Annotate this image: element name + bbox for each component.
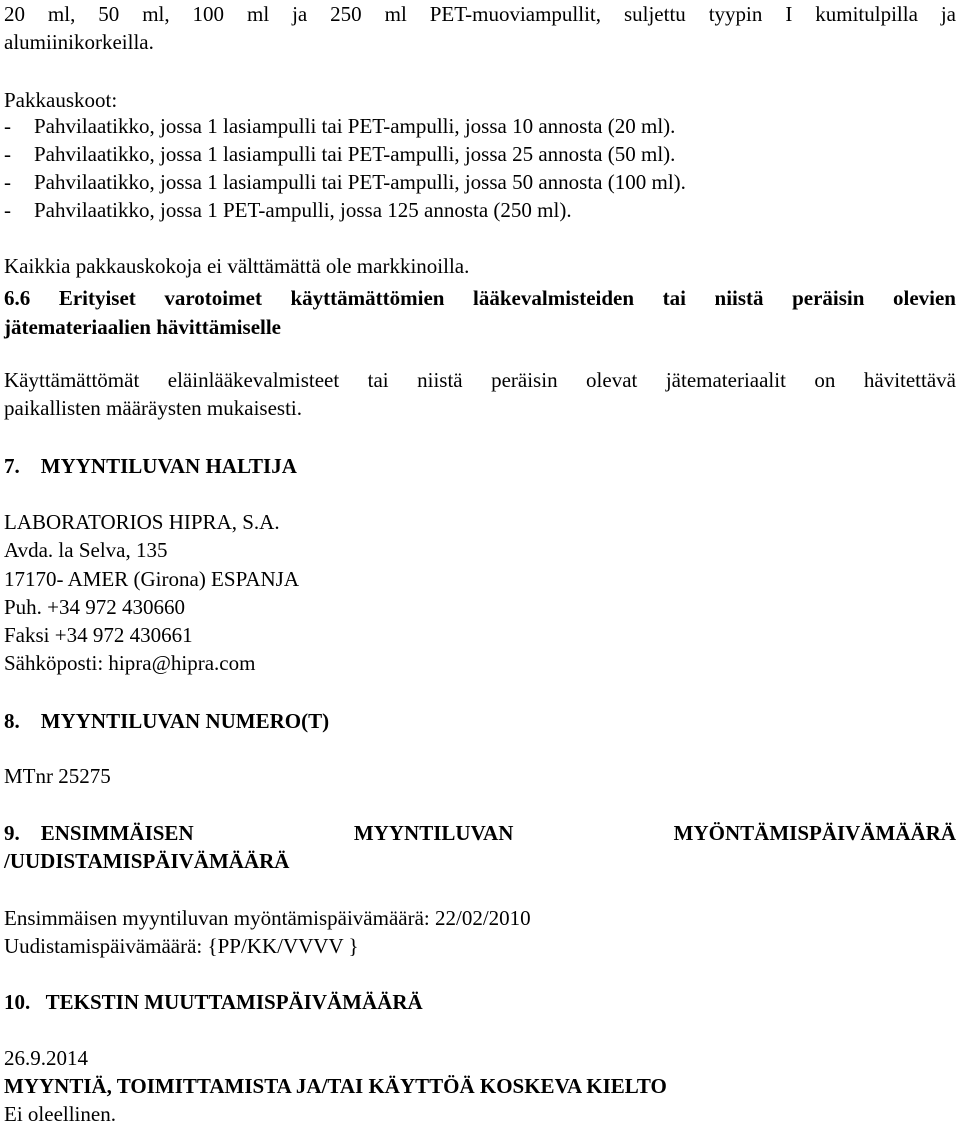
pack-size-item <box>4 168 686 196</box>
section-10-heading: 10. TEKSTIN MUUTTAMISPÄIVÄMÄÄRÄ <box>4 990 423 1014</box>
pack-size-item <box>4 112 675 140</box>
section-7-heading: 7. MYYNTILUVAN HALTIJA <box>4 454 297 478</box>
renewal-date: Uudistamispäivämäärä: {PP/KK/VVVV } <box>4 934 359 958</box>
disposal-text-line1: Käyttämättömät eläinlääkevalmisteet tai niistä peräisin olevat jätemateriaalit on hävitettävä <box>4 368 956 392</box>
pack-size-text: Pahvilaatikko, jossa 1 lasiampulli tai PET-ampulli, jossa 50 annosta (100 ml). <box>34 170 686 194</box>
revision-date: 26.9.2014 <box>4 1046 88 1070</box>
dash-mark: - <box>4 114 11 138</box>
section-6-6-heading-line2: jätemateriaalien hävittämiselle <box>4 315 281 339</box>
section-9-heading-line2: /UUDISTAMISPÄIVÄMÄÄRÄ <box>4 849 290 873</box>
pack-size-text: Pahvilaatikko, jossa 1 lasiampulli tai PET-ampulli, jossa 25 annosta (50 ml). <box>34 142 676 166</box>
prohibition-heading: MYYNTIÄ, TOIMITTAMISTA JA/TAI KÄYTTÖÄ KOSKEVA KIELTO <box>4 1074 667 1098</box>
first-authorisation-date: Ensimmäisen myyntiluvan myöntämispäivämäärä: 22/02/2010 <box>4 906 531 930</box>
section-9-heading-part: MYYNTILUVAN <box>353 821 514 845</box>
section-9-heading <box>4 819 956 847</box>
market-note: Kaikkia pakkauskokoja ei välttämättä ole markkinoilla. <box>4 254 470 278</box>
holder-email: Sähköposti: hipra@hipra.com <box>4 651 256 675</box>
holder-address: Avda. la Selva, 135 <box>4 538 168 562</box>
section-9-heading-part: MYÖNTÄMISPÄIVÄMÄÄRÄ <box>673 821 956 845</box>
section-8-heading: 8. MYYNTILUVAN NUMERO(T) <box>4 709 330 733</box>
section-9-heading-part: 9. ENSIMMÄISEN <box>4 821 194 845</box>
holder-city: 17170- AMER (Girona) ESPANJA <box>4 567 299 591</box>
dash-mark: - <box>4 170 11 194</box>
pack-sizes-heading: Pakkauskoot: <box>4 88 118 112</box>
dash-mark: - <box>4 142 11 166</box>
dash-mark: - <box>4 198 11 222</box>
packaging-line-1 <box>4 0 956 28</box>
pack-size-text: Pahvilaatikko, jossa 1 PET-ampulli, jossa 125 annosta (250 ml). <box>34 198 572 222</box>
section-6-6-heading-line1: 6.6 Erityiset varotoimet käyttämättömien lääkevalmisteiden tai niistä peräisin olevien <box>4 286 956 310</box>
packaging-line-2: alumiinikorkeilla. <box>4 30 154 54</box>
disposal-text-line2: paikallisten määräysten mukaisesti. <box>4 396 302 420</box>
pet-ampoule-text: 20 ml, 50 ml, 100 ml ja 250 ml PET-muoviampullit, suljettu tyypin I kumitulpilla ja <box>4 2 956 26</box>
holder-fax: Faksi +34 972 430661 <box>4 623 193 647</box>
pack-size-item <box>4 140 675 168</box>
prohibition-text: Ei oleellinen. <box>4 1102 116 1126</box>
pack-size-item <box>4 196 572 224</box>
pack-size-text: Pahvilaatikko, jossa 1 lasiampulli tai PET-ampulli, jossa 10 annosta (20 ml). <box>34 114 676 138</box>
holder-phone: Puh. +34 972 430660 <box>4 595 186 619</box>
mtnr-number: MTnr 25275 <box>4 764 111 788</box>
holder-name: LABORATORIOS HIPRA, S.A. <box>4 510 280 534</box>
section-6-6-heading <box>4 284 956 312</box>
